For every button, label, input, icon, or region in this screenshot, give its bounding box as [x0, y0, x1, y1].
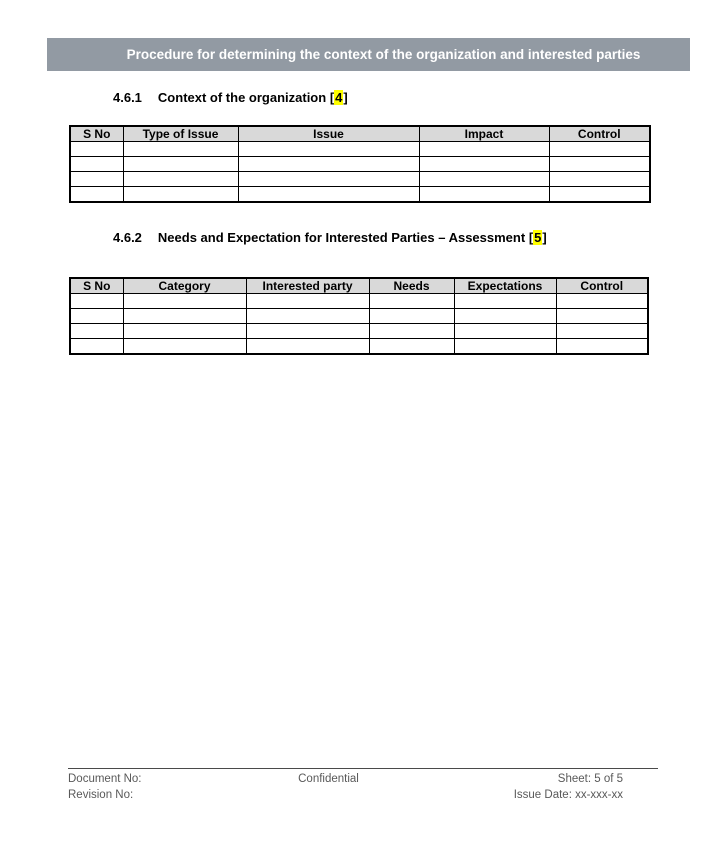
table-row	[70, 309, 648, 324]
empty-cell[interactable]	[419, 187, 549, 203]
footer-revision-no: Revision No:	[68, 788, 134, 801]
column-header-type-of-issue: Type of Issue	[123, 126, 238, 142]
empty-cell[interactable]	[70, 157, 123, 172]
empty-cell[interactable]	[246, 309, 369, 324]
reference-bracket-close: ]	[343, 90, 348, 105]
empty-cell[interactable]	[369, 294, 454, 309]
empty-cell[interactable]	[549, 157, 650, 172]
document-title: Procedure for determining the context of the organization and interested parties	[126, 47, 641, 62]
table-row	[70, 187, 650, 203]
empty-cell[interactable]	[549, 187, 650, 203]
empty-cell[interactable]	[556, 294, 648, 309]
footer-right	[438, 772, 658, 803]
table-row	[70, 157, 650, 172]
empty-cell[interactable]	[369, 339, 454, 355]
empty-cell[interactable]	[419, 172, 549, 187]
empty-cell[interactable]	[238, 172, 419, 187]
empty-cell[interactable]	[238, 142, 419, 157]
empty-cell[interactable]	[70, 172, 123, 187]
empty-cell[interactable]	[123, 294, 246, 309]
column-header-issue: Issue	[238, 126, 419, 142]
table-row	[70, 142, 650, 157]
section-title: Context of the organization [4]	[157, 90, 348, 105]
context-of-organization-table	[69, 125, 651, 203]
empty-cell[interactable]	[246, 324, 369, 339]
column-header-category: Category	[123, 278, 246, 294]
column-header-impact: Impact	[419, 126, 549, 142]
empty-cell[interactable]	[70, 339, 123, 355]
empty-cell[interactable]	[123, 324, 246, 339]
section-heading-4-6-1	[113, 90, 348, 105]
column-header-control: Control	[549, 126, 650, 142]
table-header-row	[70, 278, 648, 294]
empty-cell[interactable]	[556, 339, 648, 355]
reference-bracket-open: [	[528, 230, 534, 245]
page-footer	[68, 768, 658, 803]
empty-cell[interactable]	[123, 309, 246, 324]
empty-cell[interactable]	[70, 324, 123, 339]
footer-document-no: Document No:	[68, 773, 142, 785]
empty-cell[interactable]	[123, 187, 238, 203]
empty-cell[interactable]	[556, 324, 648, 339]
empty-cell[interactable]	[123, 339, 246, 355]
empty-cell[interactable]	[70, 294, 123, 309]
section-title: Needs and Expectation for Interested Parties – Assessment [5]	[157, 230, 547, 245]
section-heading-4-6-2	[113, 230, 547, 245]
empty-cell[interactable]	[123, 157, 238, 172]
empty-cell[interactable]	[454, 309, 556, 324]
empty-cell[interactable]	[123, 172, 238, 187]
empty-cell[interactable]	[238, 157, 419, 172]
empty-cell[interactable]	[70, 142, 123, 157]
reference-bracket-close: ]	[542, 230, 547, 245]
section-number: 4.6.1	[113, 90, 142, 105]
empty-cell[interactable]	[556, 309, 648, 324]
column-header-needs: Needs	[369, 278, 454, 294]
empty-cell[interactable]	[369, 309, 454, 324]
empty-cell[interactable]	[419, 157, 549, 172]
section-number: 4.6.2	[113, 230, 142, 245]
column-header-sno: S No	[70, 278, 123, 294]
empty-cell[interactable]	[246, 339, 369, 355]
column-header-control: Control	[556, 278, 648, 294]
empty-cell[interactable]	[70, 309, 123, 324]
table-row	[70, 339, 648, 355]
empty-cell[interactable]	[123, 142, 238, 157]
empty-cell[interactable]	[549, 172, 650, 187]
interested-parties-table	[69, 277, 649, 355]
empty-cell[interactable]	[454, 324, 556, 339]
table-header-row	[70, 126, 650, 142]
table-row	[70, 294, 648, 309]
empty-cell[interactable]	[454, 339, 556, 355]
empty-cell[interactable]	[246, 294, 369, 309]
empty-cell[interactable]	[369, 324, 454, 339]
footer-sheet-number: Sheet: 5 of 5	[557, 773, 623, 785]
empty-cell[interactable]	[70, 187, 123, 203]
footer-confidential: Confidential	[298, 773, 359, 785]
footer-issue-date: Issue Date: xx-xxx-xx	[513, 788, 623, 801]
footer-left	[68, 772, 253, 803]
reference-highlight: 5	[534, 230, 542, 245]
column-header-interested-party: Interested party	[246, 278, 369, 294]
empty-cell[interactable]	[238, 187, 419, 203]
table-row	[70, 324, 648, 339]
empty-cell[interactable]	[454, 294, 556, 309]
column-header-sno: S No	[70, 126, 123, 142]
reference-highlight: 4	[335, 90, 343, 105]
table-row	[70, 172, 650, 187]
empty-cell[interactable]	[549, 142, 650, 157]
column-header-expectations: Expectations	[454, 278, 556, 294]
document-title-banner	[47, 38, 690, 71]
reference-bracket-open: [	[329, 90, 335, 105]
empty-cell[interactable]	[419, 142, 549, 157]
